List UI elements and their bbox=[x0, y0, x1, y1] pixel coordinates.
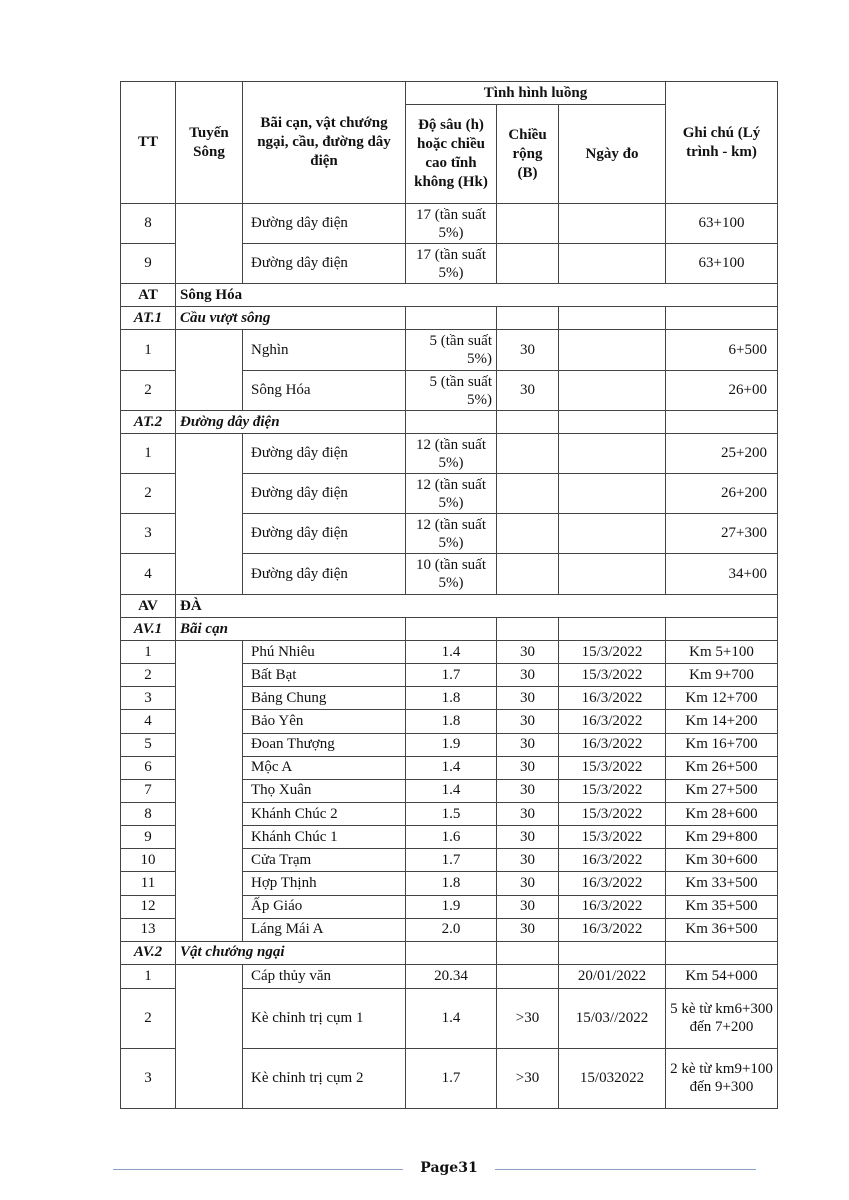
header-route: Tuyến Sông bbox=[176, 82, 243, 204]
cell-date bbox=[559, 244, 666, 284]
cell-depth: 17 (tần suất 5%) bbox=[406, 204, 497, 244]
cell-note: Km 5+100 bbox=[666, 641, 778, 664]
cell-tt: 3 bbox=[121, 514, 176, 554]
cell-width: 30 bbox=[497, 330, 559, 371]
cell-date: 16/3/2022 bbox=[559, 733, 666, 756]
cell-note: 34+00 bbox=[666, 554, 778, 595]
cell-note: Km 54+000 bbox=[666, 964, 778, 988]
cell-route bbox=[176, 330, 243, 411]
cell-note: Km 29+800 bbox=[666, 826, 778, 849]
cell-date: 15/3/2022 bbox=[559, 756, 666, 779]
cell-name: Láng Mái A bbox=[243, 918, 406, 941]
cell-name: Đường dây điện bbox=[243, 434, 406, 474]
cell-width bbox=[497, 964, 559, 988]
cell-width: 30 bbox=[497, 371, 559, 411]
cell-date bbox=[559, 554, 666, 595]
cell-width bbox=[497, 244, 559, 284]
section-code: AT bbox=[121, 284, 176, 307]
cell-depth: 1.7 bbox=[406, 849, 497, 872]
cell-note: 27+300 bbox=[666, 514, 778, 554]
subsection-code: AV.1 bbox=[121, 618, 176, 641]
cell-tt: 3 bbox=[121, 1048, 176, 1108]
cell-depth: 10 (tần suất 5%) bbox=[406, 554, 497, 595]
cell-depth: 1.8 bbox=[406, 710, 497, 733]
cell-width: >30 bbox=[497, 1048, 559, 1108]
cell-name: Sông Hóa bbox=[243, 371, 406, 411]
cell-depth: 5 (tần suất 5%) bbox=[406, 371, 497, 411]
cell-tt: 11 bbox=[121, 872, 176, 895]
cell-name: Thọ Xuân bbox=[243, 779, 406, 802]
table-row bbox=[121, 330, 778, 371]
cell-date: 16/3/2022 bbox=[559, 895, 666, 918]
cell-width: 30 bbox=[497, 641, 559, 664]
cell-date bbox=[559, 514, 666, 554]
cell-note: Km 14+200 bbox=[666, 710, 778, 733]
cell-tt: 8 bbox=[121, 204, 176, 244]
cell-tt: 1 bbox=[121, 964, 176, 988]
cell-name: Khánh Chúc 2 bbox=[243, 802, 406, 825]
cell-depth: 1.4 bbox=[406, 756, 497, 779]
cell-depth: 12 (tần suất 5%) bbox=[406, 474, 497, 514]
header-depth: Độ sâu (h) hoặc chiều cao tĩnh không (Hk) bbox=[406, 105, 497, 204]
cell-width: 30 bbox=[497, 849, 559, 872]
cell-date: 15/3/2022 bbox=[559, 664, 666, 687]
cell-date: 16/3/2022 bbox=[559, 918, 666, 941]
cell-depth: 1.5 bbox=[406, 802, 497, 825]
cell-width bbox=[497, 434, 559, 474]
cell-width bbox=[497, 204, 559, 244]
cell-note: 6+500 bbox=[666, 330, 778, 371]
cell-date: 15/032022 bbox=[559, 1048, 666, 1108]
cell-width bbox=[497, 474, 559, 514]
cell-name: Đường dây điện bbox=[243, 244, 406, 284]
cell-route bbox=[176, 204, 243, 284]
cell-depth: 1.9 bbox=[406, 895, 497, 918]
cell-date: 15/3/2022 bbox=[559, 826, 666, 849]
table-row bbox=[121, 204, 778, 244]
cell-name: Hợp Thịnh bbox=[243, 872, 406, 895]
cell-tt: 2 bbox=[121, 988, 176, 1048]
cell-width: 30 bbox=[497, 756, 559, 779]
cell-date: 16/3/2022 bbox=[559, 710, 666, 733]
cell-name: Đường dây điện bbox=[243, 204, 406, 244]
cell-tt: 13 bbox=[121, 918, 176, 941]
cell-depth: 12 (tần suất 5%) bbox=[406, 434, 497, 474]
cell-tt: 1 bbox=[121, 434, 176, 474]
cell-width: 30 bbox=[497, 664, 559, 687]
cell-depth: 1.9 bbox=[406, 733, 497, 756]
header-group: Tình hình luồng bbox=[406, 82, 666, 105]
table-row bbox=[121, 434, 778, 474]
section-name: Sông Hóa bbox=[176, 284, 778, 307]
cell-name: Kè chỉnh trị cụm 2 bbox=[243, 1048, 406, 1108]
cell-tt: 4 bbox=[121, 710, 176, 733]
cell-width bbox=[497, 514, 559, 554]
cell-width: 30 bbox=[497, 872, 559, 895]
cell-note: Km 28+600 bbox=[666, 802, 778, 825]
cell-route bbox=[176, 641, 243, 942]
header-tt: TT bbox=[121, 82, 176, 204]
cell-note: Km 30+600 bbox=[666, 849, 778, 872]
cell-tt: 2 bbox=[121, 474, 176, 514]
cell-depth: 5 (tần suất 5%) bbox=[406, 330, 497, 371]
cell-name: Khánh Chúc 1 bbox=[243, 826, 406, 849]
subsection-row bbox=[121, 307, 778, 330]
cell-tt: 6 bbox=[121, 756, 176, 779]
cell-tt: 9 bbox=[121, 826, 176, 849]
cell-name: Phú Nhiêu bbox=[243, 641, 406, 664]
page-footer bbox=[113, 1160, 756, 1180]
cell-note: Km 26+500 bbox=[666, 756, 778, 779]
cell-tt: 10 bbox=[121, 849, 176, 872]
cell-tt: 5 bbox=[121, 733, 176, 756]
cell-name: Bảng Chung bbox=[243, 687, 406, 710]
cell-note: Km 27+500 bbox=[666, 779, 778, 802]
cell-width: 30 bbox=[497, 802, 559, 825]
cell-date: 15/3/2022 bbox=[559, 802, 666, 825]
footer-rule-right bbox=[495, 1169, 756, 1170]
cell-name: Đường dây điện bbox=[243, 514, 406, 554]
cell-date bbox=[559, 330, 666, 371]
cell-note: 26+200 bbox=[666, 474, 778, 514]
table-row bbox=[121, 641, 778, 664]
cell-note: 63+100 bbox=[666, 204, 778, 244]
cell-name: Nghìn bbox=[243, 330, 406, 371]
cell-name: Bất Bạt bbox=[243, 664, 406, 687]
cell-width: 30 bbox=[497, 918, 559, 941]
subsection-row bbox=[121, 618, 778, 641]
subsection-code: AT.2 bbox=[121, 411, 176, 434]
cell-width bbox=[497, 554, 559, 595]
cell-note: 2 kè từ km9+100 đến 9+300 bbox=[666, 1048, 778, 1108]
cell-depth: 1.7 bbox=[406, 1048, 497, 1108]
cell-date bbox=[559, 474, 666, 514]
subsection-row bbox=[121, 941, 778, 964]
cell-date bbox=[559, 204, 666, 244]
cell-name: Cáp thủy văn bbox=[243, 964, 406, 988]
header-object: Bãi cạn, vật chướng ngại, cầu, đường dây điện bbox=[243, 82, 406, 204]
cell-note: 63+100 bbox=[666, 244, 778, 284]
section-row bbox=[121, 284, 778, 307]
cell-depth: 1.8 bbox=[406, 687, 497, 710]
cell-tt: 1 bbox=[121, 330, 176, 371]
cell-note: Km 33+500 bbox=[666, 872, 778, 895]
cell-name: Đường dây điện bbox=[243, 554, 406, 595]
cell-name: Kè chỉnh trị cụm 1 bbox=[243, 988, 406, 1048]
cell-tt: 1 bbox=[121, 641, 176, 664]
cell-note: 26+00 bbox=[666, 371, 778, 411]
subsection-name: Đường dây điện bbox=[176, 411, 406, 434]
cell-depth: 20.34 bbox=[406, 964, 497, 988]
page-number: Page31 bbox=[420, 1160, 478, 1176]
cell-width: 30 bbox=[497, 710, 559, 733]
header-width: Chiều rộng (B) bbox=[497, 105, 559, 204]
cell-width: 30 bbox=[497, 779, 559, 802]
cell-date: 15/3/2022 bbox=[559, 641, 666, 664]
cell-tt: 9 bbox=[121, 244, 176, 284]
section-row bbox=[121, 595, 778, 618]
table-row bbox=[121, 964, 778, 988]
subsection-code: AT.1 bbox=[121, 307, 176, 330]
cell-name: Bảo Yên bbox=[243, 710, 406, 733]
subsection-name: Cầu vượt sông bbox=[176, 307, 406, 330]
cell-depth: 1.6 bbox=[406, 826, 497, 849]
cell-depth: 1.4 bbox=[406, 988, 497, 1048]
cell-note: Km 16+700 bbox=[666, 733, 778, 756]
cell-note: Km 35+500 bbox=[666, 895, 778, 918]
footer-rule-left bbox=[113, 1169, 403, 1170]
cell-date: 16/3/2022 bbox=[559, 849, 666, 872]
cell-tt: 7 bbox=[121, 779, 176, 802]
cell-depth: 1.7 bbox=[406, 664, 497, 687]
subsection-code: AV.2 bbox=[121, 941, 176, 964]
cell-note: Km 12+700 bbox=[666, 687, 778, 710]
cell-depth: 1.4 bbox=[406, 779, 497, 802]
cell-tt: 2 bbox=[121, 664, 176, 687]
cell-width: 30 bbox=[497, 826, 559, 849]
cell-note: Km 9+700 bbox=[666, 664, 778, 687]
cell-note: Km 36+500 bbox=[666, 918, 778, 941]
cell-depth: 17 (tần suất 5%) bbox=[406, 244, 497, 284]
cell-note: 25+200 bbox=[666, 434, 778, 474]
cell-width: >30 bbox=[497, 988, 559, 1048]
cell-date bbox=[559, 371, 666, 411]
cell-date bbox=[559, 434, 666, 474]
cell-name: Mộc A bbox=[243, 756, 406, 779]
cell-tt: 4 bbox=[121, 554, 176, 595]
cell-depth: 2.0 bbox=[406, 918, 497, 941]
cell-date: 15/03//2022 bbox=[559, 988, 666, 1048]
cell-name: Đoan Thượng bbox=[243, 733, 406, 756]
subsection-name: Bãi cạn bbox=[176, 618, 406, 641]
cell-tt: 2 bbox=[121, 371, 176, 411]
cell-name: Ấp Giáo bbox=[243, 895, 406, 918]
cell-date: 15/3/2022 bbox=[559, 779, 666, 802]
header-date: Ngày đo bbox=[559, 105, 666, 204]
river-status-table bbox=[120, 81, 778, 1109]
section-name: ĐÀ bbox=[176, 595, 778, 618]
cell-tt: 3 bbox=[121, 687, 176, 710]
subsection-name: Vật chướng ngại bbox=[176, 941, 406, 964]
cell-name: Đường dây điện bbox=[243, 474, 406, 514]
cell-width: 30 bbox=[497, 687, 559, 710]
cell-tt: 12 bbox=[121, 895, 176, 918]
subsection-row bbox=[121, 411, 778, 434]
section-code: AV bbox=[121, 595, 176, 618]
cell-route bbox=[176, 434, 243, 595]
cell-width: 30 bbox=[497, 733, 559, 756]
cell-name: Cửa Trạm bbox=[243, 849, 406, 872]
cell-date: 20/01/2022 bbox=[559, 964, 666, 988]
cell-depth: 1.8 bbox=[406, 872, 497, 895]
cell-note: 5 kè từ km6+300 đến 7+200 bbox=[666, 988, 778, 1048]
cell-route bbox=[176, 964, 243, 1108]
cell-depth: 1.4 bbox=[406, 641, 497, 664]
cell-tt: 8 bbox=[121, 802, 176, 825]
cell-date: 16/3/2022 bbox=[559, 687, 666, 710]
header-note: Ghi chú (Lý trình - km) bbox=[666, 82, 778, 204]
cell-width: 30 bbox=[497, 895, 559, 918]
cell-depth: 12 (tần suất 5%) bbox=[406, 514, 497, 554]
cell-date: 16/3/2022 bbox=[559, 872, 666, 895]
